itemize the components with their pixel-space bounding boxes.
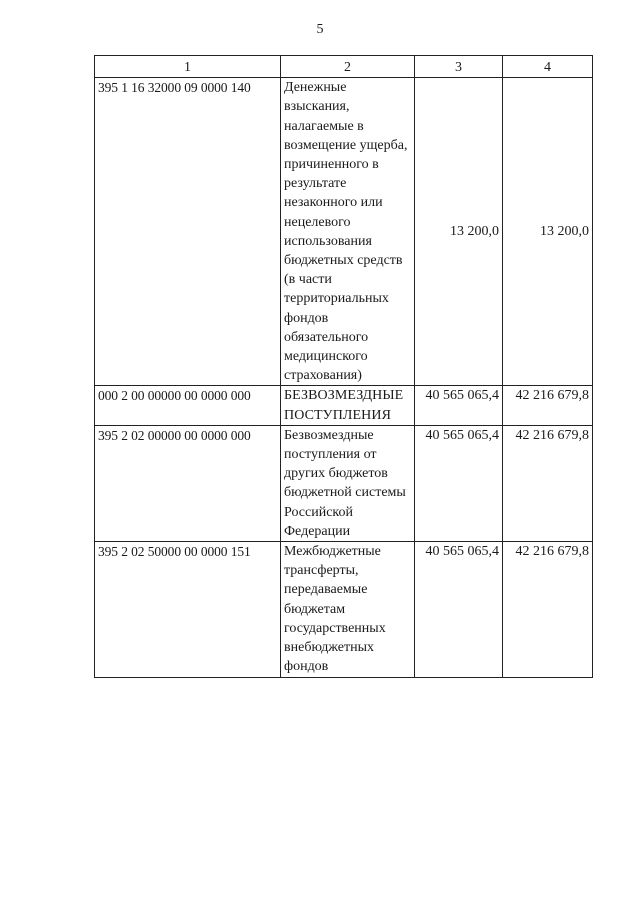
- column-header-4: 4: [503, 56, 593, 78]
- revenue-name-cell: Безвозмездные поступления от других бюджетов бюджетной системы Российской Федерации: [281, 425, 415, 541]
- page-number: 5: [316, 22, 324, 37]
- table-header-row: [95, 56, 593, 78]
- budget-revenue-table: [94, 55, 593, 678]
- table-row: [95, 542, 593, 677]
- table-row: [95, 78, 593, 386]
- amount-col4-cell: 42 216 679,8: [503, 542, 593, 677]
- revenue-name-cell: БЕЗВОЗМЕЗДНЫЕ ПОСТУПЛЕНИЯ: [281, 386, 415, 425]
- budget-code-cell: 395 2 02 50000 00 0000 151: [95, 542, 281, 677]
- table-row: [95, 386, 593, 425]
- amount-col4-cell: 13 200,0: [503, 78, 593, 386]
- amount-col4-cell: 42 216 679,8: [503, 425, 593, 541]
- column-header-2: 2: [281, 56, 415, 78]
- revenue-name-cell: Денежные взыскания, налагаемые в возмещение ущерба, причиненного в результате незаконного или нецелевого использования бюджетных средств (в части территориальных фондов обязательного медицинского страхования): [281, 78, 415, 386]
- revenue-name-cell: Межбюджетные трансферты, передаваемые бюджетам государственных внебюджетных фондов: [281, 542, 415, 677]
- amount-col3-cell: 40 565 065,4: [415, 386, 503, 425]
- amount-col3-cell: 40 565 065,4: [415, 542, 503, 677]
- budget-code-cell: 000 2 00 00000 00 0000 000: [95, 386, 281, 425]
- column-header-3: 3: [415, 56, 503, 78]
- budget-code-cell: 395 2 02 00000 00 0000 000: [95, 425, 281, 541]
- amount-col3-cell: 40 565 065,4: [415, 425, 503, 541]
- amount-col3-cell: 13 200,0: [415, 78, 503, 386]
- table-row: [95, 425, 593, 541]
- amount-col4-cell: 42 216 679,8: [503, 386, 593, 425]
- column-header-1: 1: [95, 56, 281, 78]
- budget-code-cell: 395 1 16 32000 09 0000 140: [95, 78, 281, 386]
